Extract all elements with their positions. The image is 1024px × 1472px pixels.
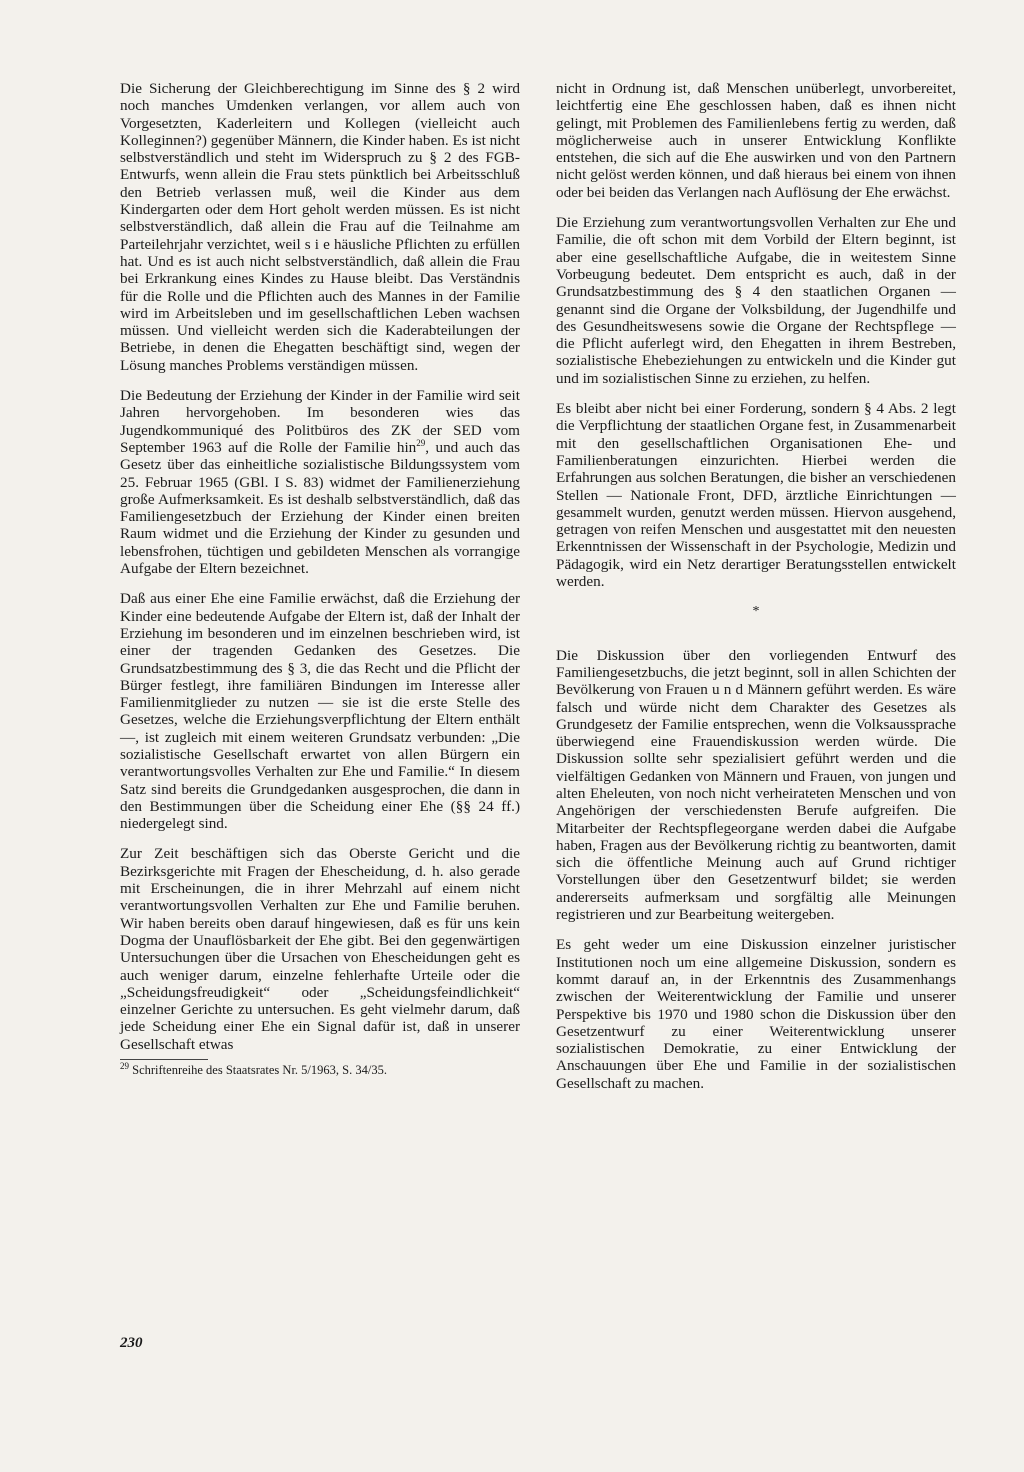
paragraph: [120, 387, 520, 577]
paragraph: Zur Zeit beschäftigen sich das Oberste Gericht und die Bezirksgerichte mit Fragen der Ehescheidung, d. h. also gerade mit Erscheinungen, die in ihrer Mehrzahl auf einem nicht verantwortungsvollen Verhalten zur Ehe und Familie beruhen. Wir haben bereits oben darauf hingewiesen, daß es für uns kein Dogma der Unauflösbarkeit der Ehe gibt. Bei den gegenwärtigen Untersuchungen über die Ursachen von Ehescheidungen geht es auch weniger darum, einzelne fehlerhafte Urteile oder die „Scheidungsfreudigkeit“ oder „Scheidungsfeindlichkeit“ einzelner Gerichte zu untersuchen. Es geht vielmehr darum, daß jede Scheidung einer Ehe ein Signal dafür ist, daß in unserer Gesellschaft etwas: [120, 845, 520, 1053]
footnote-reference[interactable]: 29: [416, 437, 426, 448]
paragraph: Es geht weder um eine Diskussion einzelner juristischer Institutionen noch um eine allgemeine Diskussion, sondern es kommt darauf an, in der Erkenntnis des Zusammenhangs zwischen der Weiterentwicklung der Familie und unserer Perspektive bis 1970 und 1980 schon die Diskussion über den Gesetzentwurf zu einer Weiterentwicklung unserer sozialistischen Demokratie, zu einer Entwicklung der Anschauungen über Ehe und Familie in der sozialistischen Gesellschaft zu machen.: [556, 936, 956, 1092]
page-number: 230: [120, 1335, 143, 1351]
paragraph: Die Diskussion über den vorliegenden Entwurf des Familiengesetzbuchs, die jetzt beginnt, soll in allen Schichten der Bevölkerung von Frauen u n d Männern geführt werden. Es wäre falsch und würde nicht dem Charakter des Gesetzes als Grundgesetz der Familie entsprechen, wenn die Volksaussprache überwiegend eine Frauendiskussion werden würde. Die Diskussion sollte sehr spezialisiert geführt werden und die vielfältigen Gedanken von Männern und Frauen, von jungen und alten Eheleuten, von noch nicht verheirateten Menschen und von Angehörigen der verschiedensten Berufe aufgreifen. Die Mitarbeiter der Rechtspflegeorgane werden dabei die Aufgabe haben, Fragen aus der Bevölkerung richtig zu beantworten, damit sich die öffentliche Meinung auch auf Grund richtiger Vorstellungen über den Gesetzentwurf bildet; sie werden andererseits aufmerksam und sorgfältig alle Meinungen registrieren und zur Bearbeitung weitergeben.: [556, 646, 956, 924]
paragraph: Es bleibt aber nicht bei einer Forderung, sondern § 4 Abs. 2 legt die Verpflichtung der staatlichen Organe fest, in Zusammenarbeit mit den gesellschaftlichen Organisationen Ehe- und Familienberatungen einzurichten. Hierbei werden die Erfahrungen aus solchen Beratungen, die bisher an verschiedenen Stellen — Nationale Front, DFD, ärztliche Einrichtungen — gesammelt wurden, genutzt werden müssen. Hiervon ausgehend, getragen von reifen Menschen und ausgestattet mit den neuesten Erkenntnissen der Wissenschaft in der Psychologie, Medizin und Pädagogik, wird ein Netz derartiger Beratungsstellen entwickelt werden.: [556, 400, 956, 591]
footnote-divider: [120, 1059, 208, 1060]
footnote-text: Schriftenreihe des Staatsrates Nr. 5/1963, S. 34/35.: [132, 1063, 387, 1078]
paragraph: Daß aus einer Ehe eine Familie erwächst, daß die Erziehung der Kinder eine bedeutende Aufgabe der Eltern ist, daß der Inhalt der Erziehung im besonderen und im einzelnen beschrieben wird, ist einer der tragenden Gedanken des Gesetzes. Die Grundsatzbestimmung des § 3, die das Recht und die Pflicht der Bürger festlegt, ihre familiären Bindungen im Interesse aller Familienmitglieder zu nutzen — sie ist die erste Stelle des Gesetzes, welche die Erziehungsverpflichtung der Eltern enthält —, ist zugleich mit einem weiteren Grundsatz verbunden: „Die sozialistische Gesellschaft erwartet von allen Bürgern ein verantwortungsvolles Verhalten zur Ehe und Familie.“ In diesem Satz sind bereits die Grundgedanken ausgesprochen, die dann in den Bestimmungen über die Scheidung einer Ehe (§§ 24 ff.) niedergelegt sind.: [120, 590, 520, 833]
section-separator: *: [752, 604, 760, 620]
paragraph: Die Erziehung zum verantwortungsvollen Verhalten zur Ehe und Familie, die oft schon mit dem Vorbild der Eltern beginnt, ist aber eine gesellschaftliche Aufgabe, die in weitestem Sinne Vorbeugung bedeutet. Dem entspricht es auch, daß in der Grundsatzbestimmung des § 4 den staatlichen Organen — genannt sind die Organe der Volksbildung, der Jugendhilfe und des Gesundheitswesens sowie die Organe der Rechtspflege — die Pflicht auferlegt wird, den Ehegatten in ihrem Bestreben, sozialistische Ehebeziehungen zu entwickeln und die Kinder gut und im sozialistischen Sinne zu erziehen, zu helfen.: [556, 214, 956, 387]
paragraph: Die Sicherung der Gleichberechtigung im Sinne des § 2 wird noch manches Umdenken verlangen, vor allem auch von Vorgesetzten, Kaderleitern und Kollegen (vielleicht auch Kolleginnen?) gegenüber Männern, die Kinder haben. Es ist nicht selbstverständlich und steht im Widerspruch zu § 2 des FGB-Entwurfs, wenn allein die Frau stets pünktlich bei Arbeitsschluß den Betrieb verlassen muß, weil die Kinder aus dem Kindergarten oder dem Hort geholt werden müssen. Es ist nicht selbstverständlich, daß allein die Frau auf die Teilnahme am Parteilehrjahr verzichtet, weil s i e häusliche Pflichten zu erfüllen hat. Und es ist auch nicht selbstverständlich, daß allein die Frau bei Erkrankung eines Kindes zu Hause bleibt. Das Verständnis für die Rolle und die Pflichten auch des Mannes in der Familie wird im Arbeitsleben und im gesellschaftlichen Leben wachsen müssen. Und vielleicht werden sich die Kaderabteilungen der Betriebe, in denen die Ehegatten beschäftigt sind, wegen der Lösung manches Problems verständigen müssen.: [120, 80, 520, 374]
footnote: [120, 1060, 520, 1078]
footnote-mark: 29: [120, 1060, 129, 1071]
paragraph: nicht in Ordnung ist, daß Menschen unüberlegt, unvorbereitet, leichtfertig eine Ehe geschlossen haben, daß es ihnen nicht gelingt, mit Problemen des Familienlebens fertig zu werden, daß möglicherweise auch in unserer Entwicklung Konflikte entstehen, die sich auf die Ehe auswirken und von den Partnern nicht gelöst werden können, und daß hieraus bei einem von ihnen oder bei beiden das Verlangen nach Auflösung der Ehe erwächst.: [556, 80, 956, 201]
left-column: [120, 80, 520, 1091]
right-column: [556, 80, 956, 1105]
paragraph-text: , und auch das Gesetz über das einheitliche sozialistische Bildungssystem vom 25. Februar 1965 (GBl. I S. 83) widmet der Familienerziehung große Aufmerksamkeit. Es ist deshalb selbstverständlich, daß das Familiengesetzbuch der Erziehung der Kinder einen breiten Raum widmet und die Erziehung der Kinder zu gesunden und lebensfrohen, tüchtigen und gebildeten Menschen als vorrangige Aufgabe der Eltern bezeichnet.: [120, 438, 520, 578]
paragraph-text: Die Bedeutung der Erziehung der Kinder in der Familie wird seit Jahren hervorgehoben. Im besonderen wies das Jugendkommuniqué des Politbüros des ZK der SED vom September 1963 auf die Rolle der Familie hin: [120, 387, 520, 456]
